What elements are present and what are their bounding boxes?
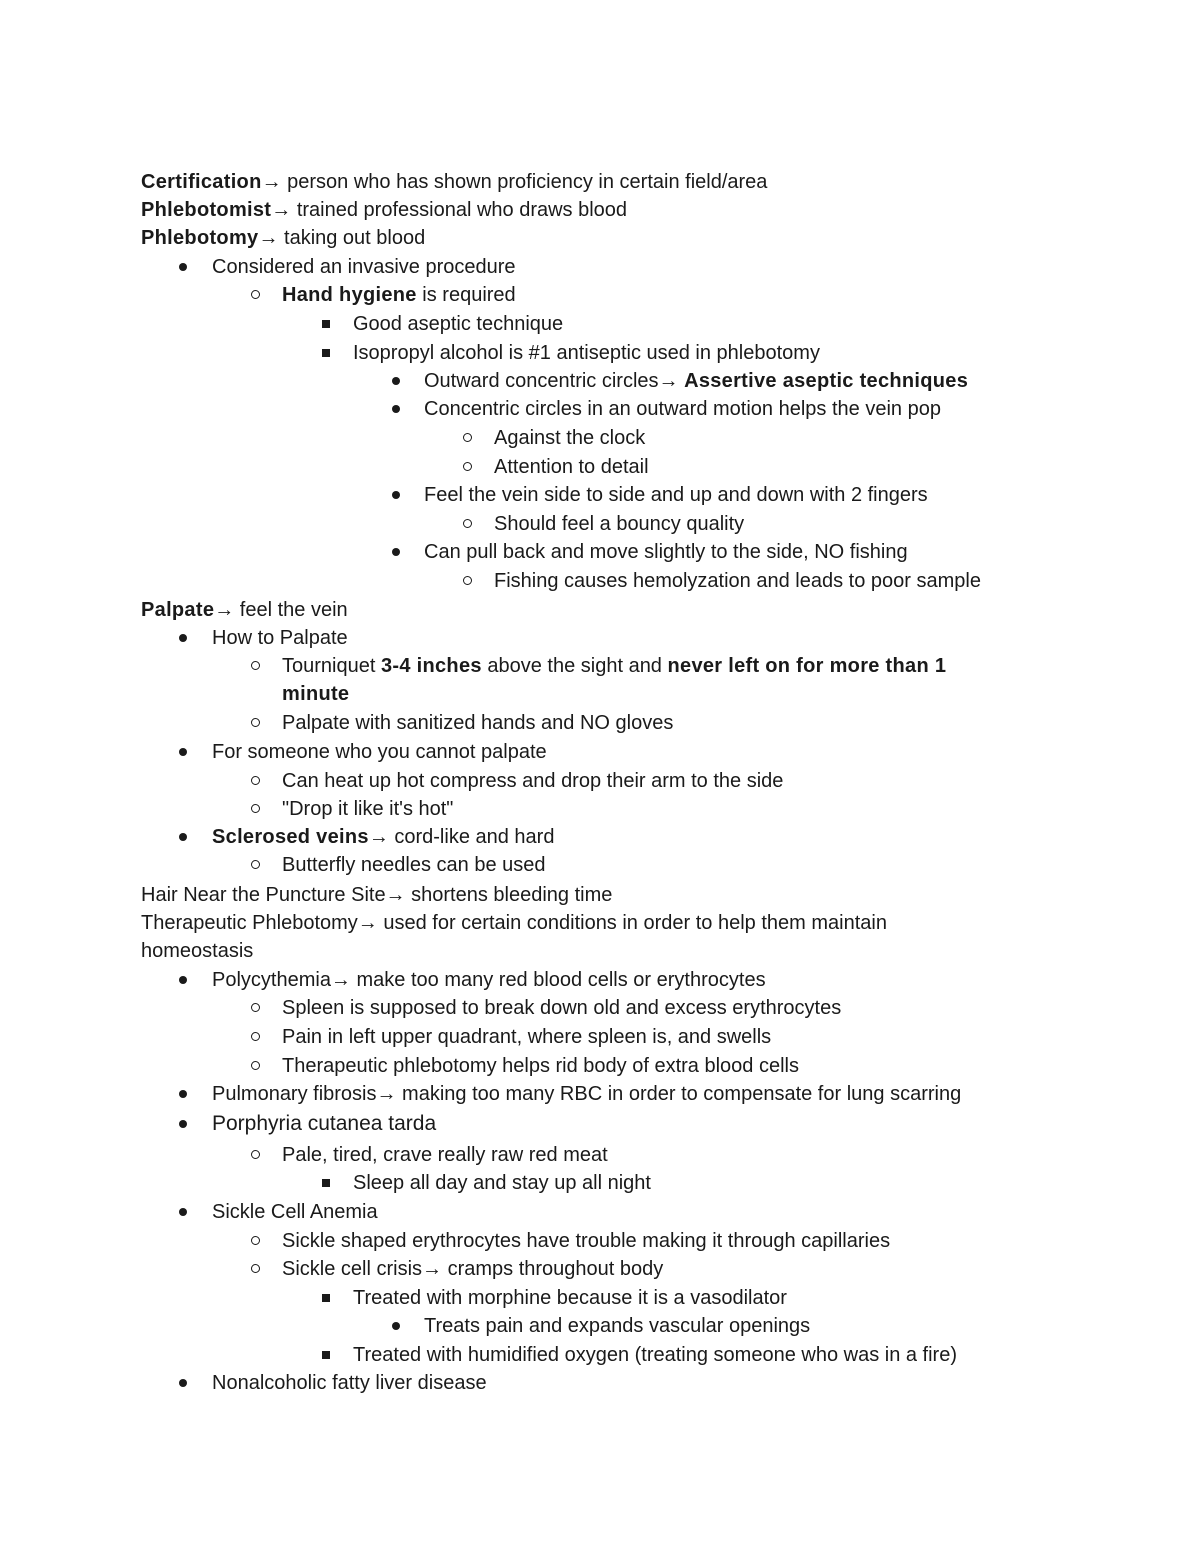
bullet-dot-icon [384, 538, 408, 566]
bullet-circle-icon [243, 994, 267, 1022]
list-item: Pain in left upper quadrant, where spleen is, and swells [282, 1026, 772, 1048]
list-item: Attention to detail [494, 456, 649, 478]
list-item: How to Palpate [212, 627, 348, 649]
bullet-dot-icon [171, 624, 195, 652]
bullet-circle-icon [243, 1227, 267, 1255]
bullet-dot-icon [171, 1369, 195, 1397]
list-item: Butterfly needles can be used [282, 854, 546, 876]
therapeutic-line: Therapeutic Phlebotomy→ used for certain conditions in order to help them maintain [141, 912, 887, 934]
list-item: Should feel a bouncy quality [494, 513, 745, 535]
bullet-circle-icon [243, 1141, 267, 1169]
list-item: Can heat up hot compress and drop their arm to the side [282, 770, 784, 792]
bullet-circle-icon [455, 424, 479, 452]
bullet-square-icon [314, 1341, 338, 1369]
bullet-circle-icon [243, 1052, 267, 1080]
bullet-circle-icon [243, 709, 267, 737]
list-item: Feel the vein side to side and up and down with 2 fingers [424, 484, 928, 506]
bullet-circle-icon [243, 281, 267, 309]
list-item: Sickle cell crisis→ cramps throughout body [282, 1258, 664, 1280]
bullet-circle-icon [243, 767, 267, 795]
bullet-circle-icon [243, 851, 267, 879]
list-item: Pulmonary fibrosis→ making too many RBC in order to compensate for lung scarring [212, 1083, 962, 1105]
bullet-dot-icon [171, 1110, 195, 1138]
bullet-circle-icon [455, 567, 479, 595]
list-item: Treats pain and expands vascular openings [424, 1315, 811, 1337]
list-item: Tourniquet 3-4 inches above the sight and never left on for more than 1 [282, 655, 947, 677]
bullet-dot-icon [171, 823, 195, 851]
phlebotomy-line: Phlebotomy→ taking out blood [141, 227, 426, 249]
list-item: Sickle shaped erythrocytes have trouble making it through capillaries [282, 1230, 891, 1252]
bullet-dot-icon [171, 1080, 195, 1108]
list-item: Good aseptic technique [353, 313, 564, 335]
bullet-dot-icon [384, 395, 408, 423]
list-item: Treated with humidified oxygen (treating someone who was in a fire) [353, 1344, 958, 1366]
list-item: Sickle Cell Anemia [212, 1201, 378, 1223]
list-item: Concentric circles in an outward motion helps the vein pop [424, 398, 941, 420]
list-item: Considered an invasive procedure [212, 256, 516, 278]
list-item: Sleep all day and stay up all night [353, 1172, 651, 1194]
certification-line: Certification→ person who has shown proficiency in certain field/area [141, 171, 768, 193]
phlebotomist-line: Phlebotomist→ trained professional who draws blood [141, 199, 628, 221]
bullet-dot-icon [384, 1312, 408, 1340]
bullet-dot-icon [384, 367, 408, 395]
list-item: Polycythemia→ make too many red blood cells or erythrocytes [212, 969, 766, 991]
bullet-circle-icon [455, 453, 479, 481]
bullet-square-icon [314, 339, 338, 367]
bullet-dot-icon [171, 253, 195, 281]
bullet-circle-icon [243, 795, 267, 823]
bullet-circle-icon [243, 652, 267, 680]
bullet-square-icon [314, 310, 338, 338]
list-item: Treated with morphine because it is a vasodilator [353, 1287, 787, 1309]
therapeutic-line-continuation: homeostasis [141, 940, 254, 962]
list-item: For someone who you cannot palpate [212, 741, 547, 763]
bullet-square-icon [314, 1284, 338, 1312]
list-item: Hand hygiene is required [282, 284, 516, 306]
bullet-dot-icon [171, 738, 195, 766]
palpate-line: Palpate→ feel the vein [141, 599, 348, 621]
hair-line: Hair Near the Puncture Site→ shortens bleeding time [141, 884, 613, 906]
bullet-circle-icon [455, 510, 479, 538]
list-item: Palpate with sanitized hands and NO gloves [282, 712, 674, 734]
list-item-continuation: minute [282, 683, 350, 705]
bullet-dot-icon [171, 1198, 195, 1226]
list-item: Spleen is supposed to break down old and excess erythrocytes [282, 997, 842, 1019]
bullet-square-icon [314, 1169, 338, 1197]
list-item: Porphyria cutanea tarda [212, 1112, 437, 1135]
bullet-circle-icon [243, 1023, 267, 1051]
list-item: Nonalcoholic fatty liver disease [212, 1372, 487, 1394]
list-item: Can pull back and move slightly to the side, NO fishing [424, 541, 908, 563]
list-item: Outward concentric circles→ Assertive aseptic techniques [424, 370, 969, 392]
list-item: Therapeutic phlebotomy helps rid body of extra blood cells [282, 1055, 799, 1077]
bullet-dot-icon [171, 966, 195, 994]
list-item: "Drop it like it's hot" [282, 798, 454, 820]
bullet-circle-icon [243, 1255, 267, 1283]
bullet-dot-icon [384, 481, 408, 509]
list-item: Pale, tired, crave really raw red meat [282, 1144, 608, 1166]
list-item: Against the clock [494, 427, 646, 449]
list-item: Isopropyl alcohol is #1 antiseptic used in phlebotomy [353, 342, 820, 364]
list-item: Sclerosed veins→ cord-like and hard [212, 826, 555, 848]
list-item: Fishing causes hemolyzation and leads to poor sample [494, 570, 981, 592]
